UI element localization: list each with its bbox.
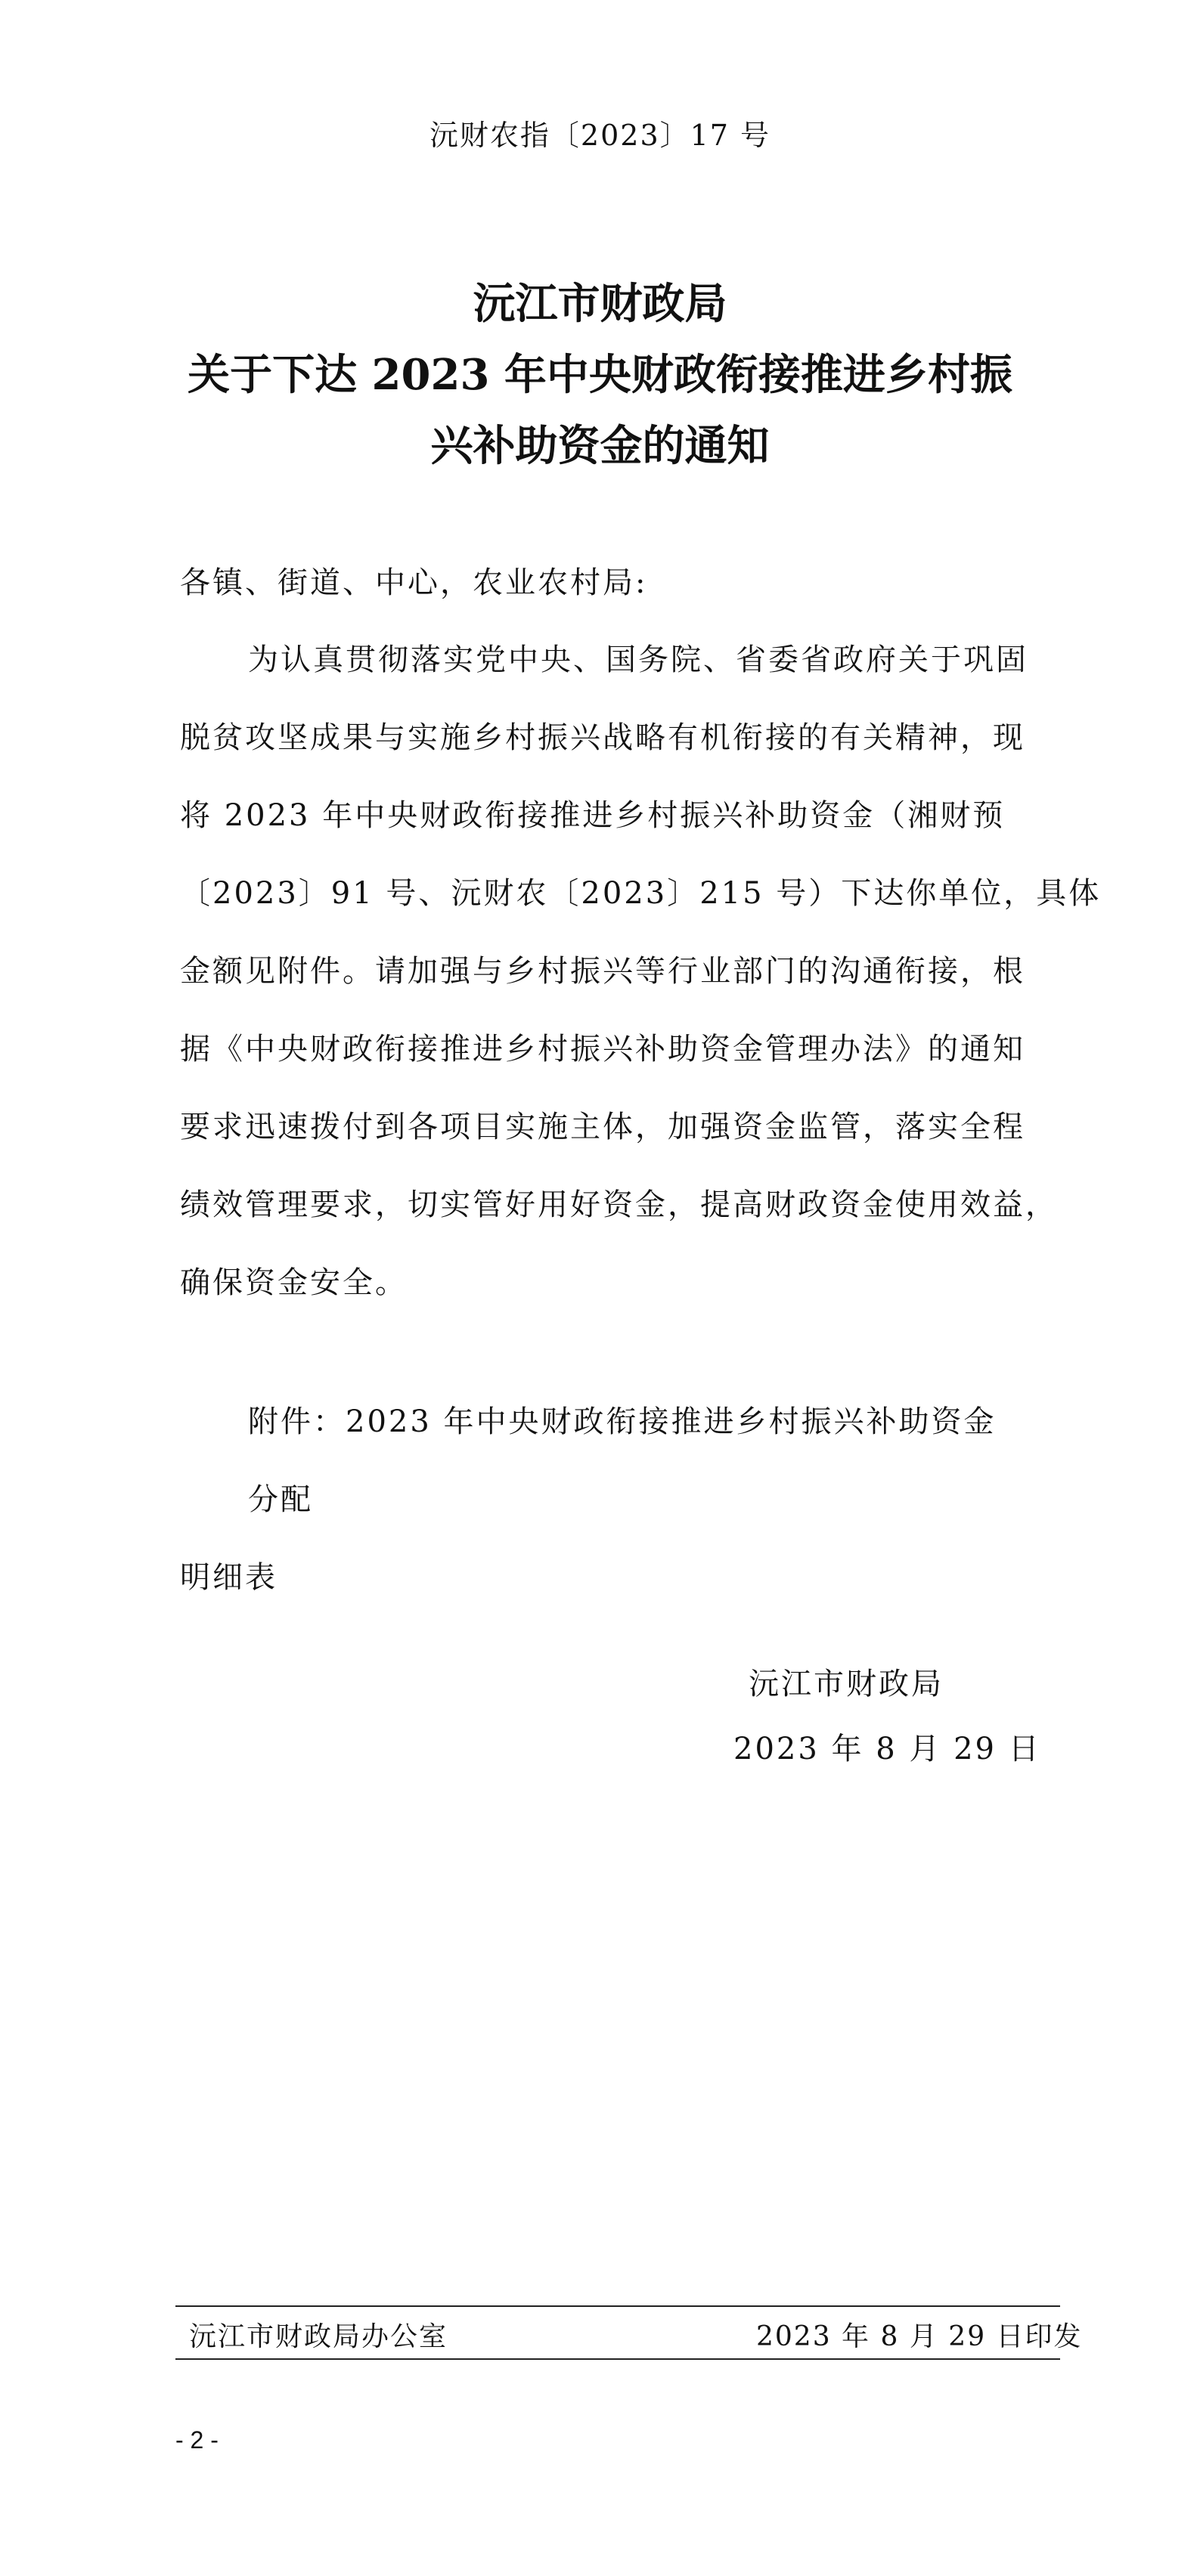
attachment-line: 附件：2023 年中央财政衔接推进乡村振兴补助资金分配 bbox=[248, 1404, 997, 1517]
document-number: 沅财农指〔2023〕17 号 bbox=[429, 119, 771, 152]
page-number: - 2 - bbox=[175, 2426, 219, 2454]
footer-print-date: 2023 年 8 月 29 日印发 bbox=[756, 2321, 1083, 2352]
signature-organization: 沅江市财政局 bbox=[749, 1667, 944, 1701]
title-line-1: 沅江市财政局 bbox=[473, 279, 727, 329]
footer-issuer: 沅江市财政局办公室 bbox=[189, 2321, 448, 2352]
attachment-note bbox=[180, 1383, 1016, 1617]
body-line: 脱贫攻坚成果与实施乡村振兴战略有机衔接的有关精神，现 bbox=[180, 720, 1025, 755]
signature-date: 2023 年 8 月 29 日 bbox=[733, 1732, 1041, 1766]
body-line: 为认真贯彻落实党中央、国务院、省委省政府关于巩固 bbox=[248, 642, 1028, 677]
body-line: 据《中央财政衔接推进乡村振兴补助资金管理办法》的通知 bbox=[180, 1032, 1025, 1067]
document-title bbox=[0, 268, 1200, 481]
body-line: 绩效管理要求，切实管好用好资金，提高财政资金使用效益， bbox=[180, 1187, 1058, 1222]
footer-top-rule bbox=[175, 2305, 1060, 2307]
footer-bottom-rule bbox=[175, 2358, 1060, 2360]
body-line: 要求迅速拨付到各项目实施主体，加强资金监管，落实全程 bbox=[180, 1110, 1025, 1144]
title-line-2: 关于下达 2023 年中央财政衔接推进乡村振 bbox=[188, 350, 1012, 400]
body-line: 将 2023 年中央财政衔接推进乡村振兴补助资金（湘财预 bbox=[180, 798, 1006, 833]
attachment-line: 明细表 bbox=[180, 1560, 278, 1595]
body-line: 〔2023〕91 号、沅财农〔2023〕215 号）下达你单位，具体 bbox=[180, 876, 1102, 911]
salutation: 各镇、街道、中心，农业农村局: bbox=[180, 565, 648, 600]
body-paragraph bbox=[180, 621, 1102, 1322]
title-line-3: 兴补助资金的通知 bbox=[430, 421, 770, 471]
body-line: 金额见附件。请加强与乡村振兴等行业部门的沟通衔接，根 bbox=[180, 954, 1025, 989]
body-line: 确保资金安全。 bbox=[180, 1265, 408, 1300]
